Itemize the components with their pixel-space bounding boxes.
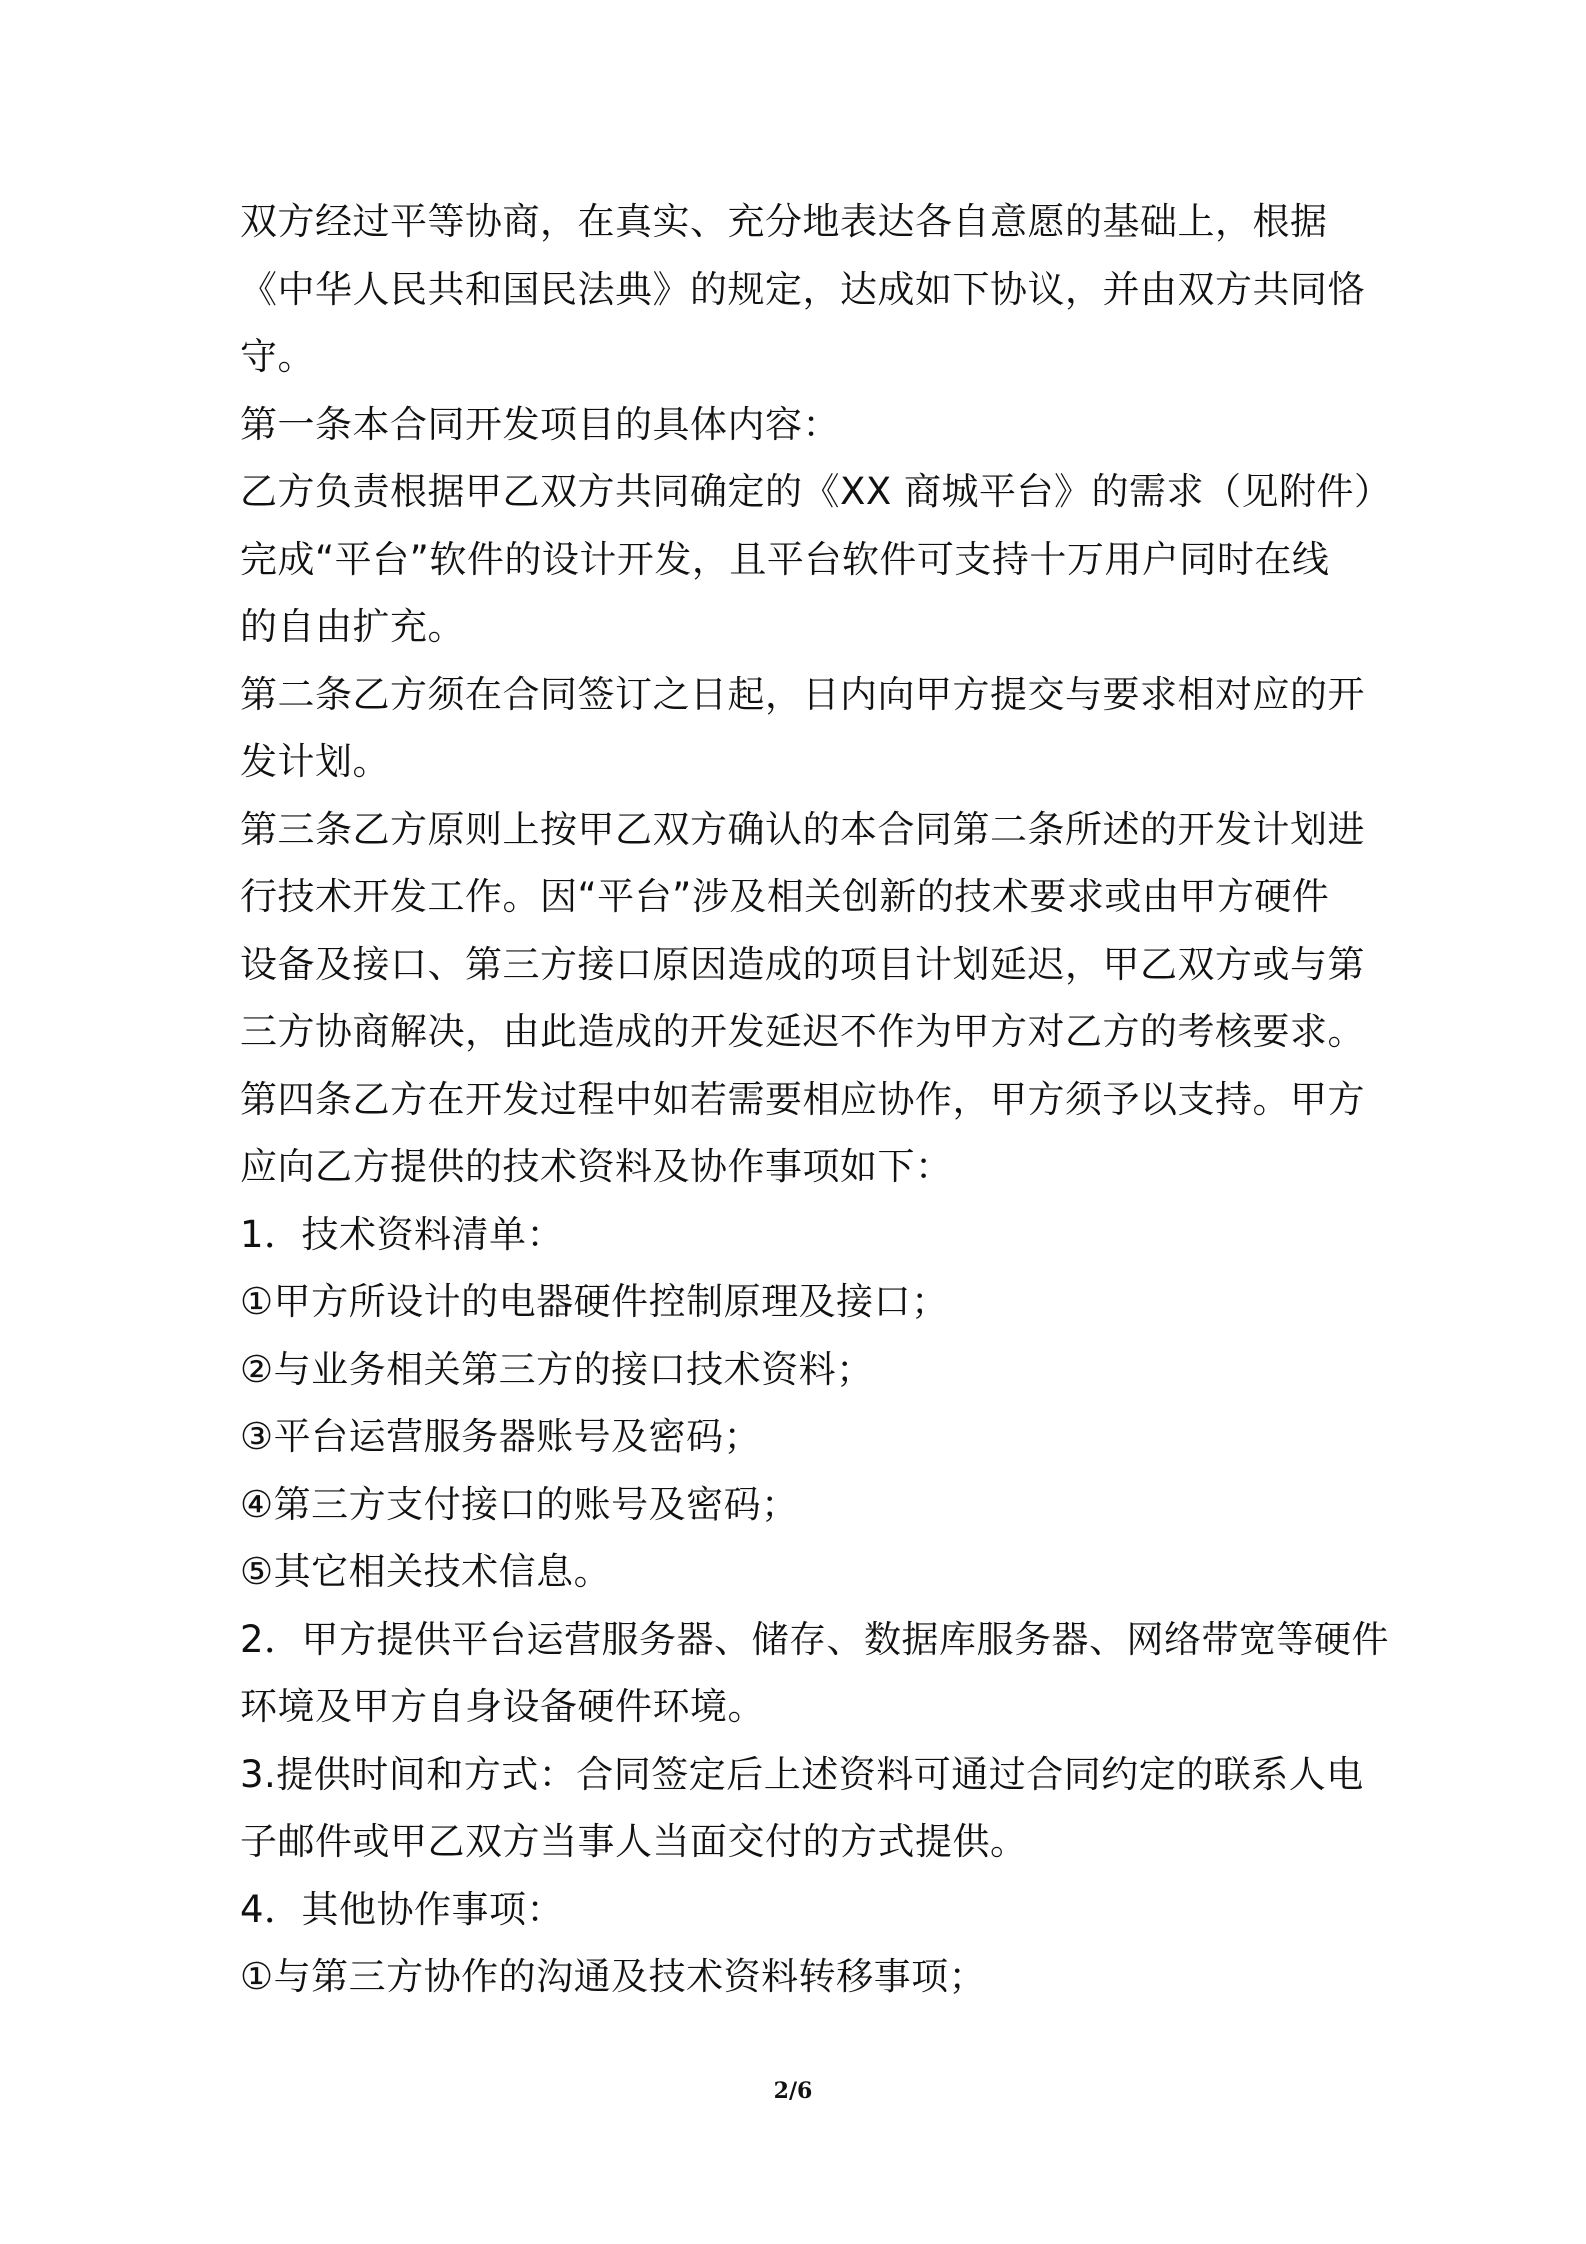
text-line: 子邮件或甲乙双方当事人当面交付的方式提供。 — [240, 1820, 1028, 1863]
list-heading: 3.提供时间和方式：合同签定后上述资料可通过合同约定的联系人电 — [240, 1752, 1364, 1796]
text-line: 乙方负责根据甲乙双方共同确定的《XX 商城平台》的需求（见附件） — [240, 470, 1392, 513]
text-line: 完成“平台”软件的设计开发，且平台软件可支持十万用户同时在线 — [240, 537, 1330, 581]
text-line: 行技术开发工作。因“平台”涉及相关创新的技术要求或由甲方硬件 — [240, 875, 1330, 918]
text-line: 《中华人民共和国民法典》的规定，达成如下协议，并由双方共同恪 — [240, 267, 1365, 311]
list-item: ④第三方支付接口的账号及密码； — [240, 1482, 799, 1526]
list-heading: 1．技术资料清单： — [240, 1212, 565, 1256]
article-1-heading: 第一条本合同开发项目的具体内容： — [240, 402, 840, 446]
text-line: 发计划。 — [240, 740, 390, 783]
list-heading: 4．其他协作事项： — [240, 1887, 565, 1931]
text-line: 应向乙方提供的技术资料及协作事项如下： — [240, 1145, 953, 1188]
article-3-text: 第三条乙方原则上按甲乙双方确认的本合同第二条所述的开发计划进 — [240, 807, 1365, 851]
contract-body-text — [240, 188, 1390, 2011]
list-item: ⑤其它相关技术信息。 — [240, 1550, 612, 1593]
text-line: 的自由扩充。 — [240, 605, 465, 648]
list-item: ①与第三方协作的沟通及技术资料转移事项； — [240, 1955, 987, 1998]
article-4-text: 第四条乙方在开发过程中如若需要相应协作，甲方须予以支持。甲方 — [240, 1077, 1365, 1121]
page-number: 2/6 — [773, 2078, 813, 2104]
list-item: ③平台运营服务器账号及密码； — [240, 1415, 762, 1458]
list-item: ②与业务相关第三方的接口技术资料； — [240, 1347, 874, 1391]
list-item: ①甲方所设计的电器硬件控制原理及接口； — [240, 1280, 949, 1323]
text-line: 三方协商解决，由此造成的开发延迟不作为甲方对乙方的考核要求。 — [240, 1010, 1365, 1053]
text-line: 设备及接口、第三方接口原因造成的项目计划延迟，甲乙双方或与第 — [240, 942, 1365, 986]
text-line: 环境及甲方自身设备硬件环境。 — [240, 1685, 765, 1728]
list-heading: 2．甲方提供平台运营服务器、储存、数据库服务器、网络带宽等硬件 — [240, 1617, 1390, 1661]
article-2-text: 第二条乙方须在合同签订之日起，日内向甲方提交与要求相对应的开 — [240, 672, 1365, 716]
text-line: 双方经过平等协商，在真实、充分地表达各自意愿的基础上，根据 — [240, 200, 1328, 243]
text-line: 守。 — [240, 335, 315, 378]
